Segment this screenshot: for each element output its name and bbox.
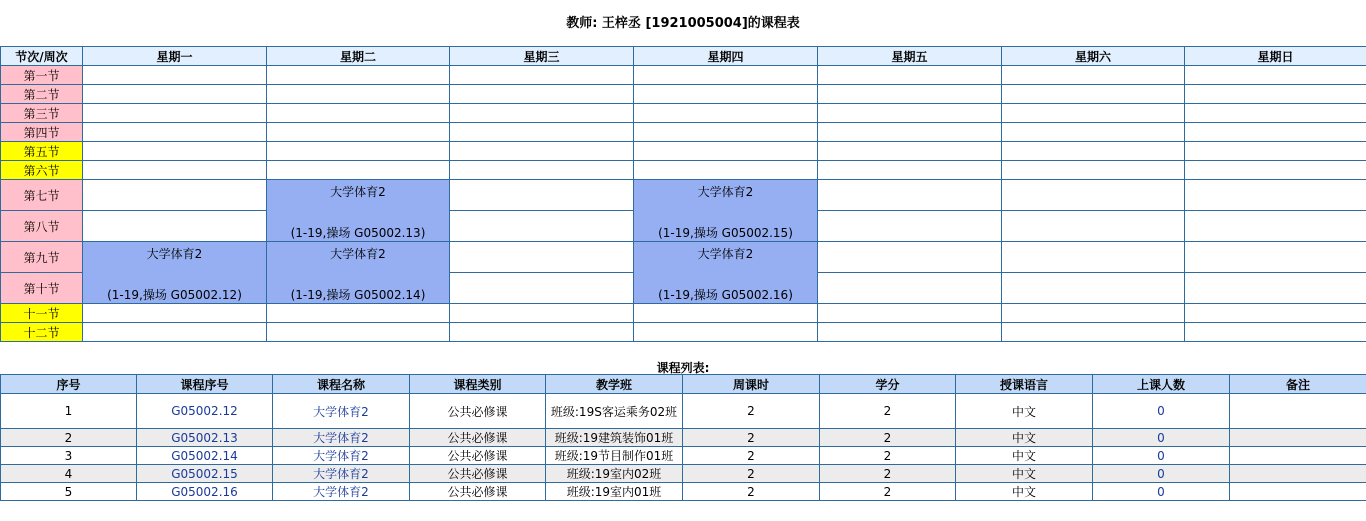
course-name: 大学体育2 xyxy=(330,185,386,199)
day-header-sun: 星期日 xyxy=(1185,47,1366,66)
course-category: 公共必修课 xyxy=(410,429,546,447)
course-list-table xyxy=(0,374,1366,501)
note xyxy=(1230,447,1366,465)
course-name: 大学体育2 xyxy=(697,247,754,261)
period-label: 第二节 xyxy=(1,85,83,104)
teaching-class: 班级:19室内01班 xyxy=(546,483,683,501)
corner-header: 节次/周次 xyxy=(1,47,83,66)
course-code-link[interactable]: G05002.16 xyxy=(137,483,273,501)
period-row xyxy=(1,142,1366,161)
col-header-name: 课程名称 xyxy=(273,375,410,394)
col-header-no: 序号 xyxy=(1,375,137,394)
course-name-link[interactable]: 大学体育2 xyxy=(273,447,410,465)
credits: 2 xyxy=(820,429,956,447)
weekly-hours: 2 xyxy=(683,447,820,465)
row-no: 4 xyxy=(1,465,137,483)
student-count-link[interactable]: 0 xyxy=(1093,447,1230,465)
note xyxy=(1230,483,1366,501)
student-count-link[interactable]: 0 xyxy=(1093,483,1230,501)
course-code-link[interactable]: G05002.12 xyxy=(137,394,273,429)
table-row xyxy=(1,447,1366,465)
period-row xyxy=(1,123,1366,142)
col-header-hours: 周课时 xyxy=(683,375,820,394)
course-category: 公共必修课 xyxy=(410,483,546,501)
credits: 2 xyxy=(820,465,956,483)
student-count-link[interactable]: 0 xyxy=(1093,394,1230,429)
row-no: 3 xyxy=(1,447,137,465)
course-category: 公共必修课 xyxy=(410,394,546,429)
teaching-class: 班级:19S客运乘务02班 xyxy=(546,394,683,429)
teaching-class: 班级:19节目制作01班 xyxy=(546,447,683,465)
table-row xyxy=(1,429,1366,447)
period-label: 第六节 xyxy=(1,161,83,180)
weekly-hours: 2 xyxy=(683,483,820,501)
col-header-note: 备注 xyxy=(1230,375,1366,394)
col-header-category: 课程类别 xyxy=(410,375,546,394)
language: 中文 xyxy=(956,465,1093,483)
day-header-tue: 星期二 xyxy=(267,47,450,66)
period-label: 第四节 xyxy=(1,123,83,142)
course-cell[interactable] xyxy=(634,242,818,304)
col-header-code: 课程序号 xyxy=(137,375,273,394)
col-header-count: 上课人数 xyxy=(1093,375,1230,394)
schedule-table xyxy=(0,46,1366,342)
course-name: 大学体育2 xyxy=(146,247,203,261)
table-row xyxy=(1,465,1366,483)
period-row xyxy=(1,304,1366,323)
period-label: 第九节 xyxy=(1,242,83,273)
student-count-link[interactable]: 0 xyxy=(1093,465,1230,483)
credits: 2 xyxy=(820,447,956,465)
language: 中文 xyxy=(956,394,1093,429)
day-header-mon: 星期一 xyxy=(83,47,267,66)
student-count-link[interactable]: 0 xyxy=(1093,429,1230,447)
day-header-thu: 星期四 xyxy=(634,47,818,66)
course-category: 公共必修课 xyxy=(410,447,546,465)
course-cell[interactable] xyxy=(267,242,450,304)
period-row xyxy=(1,161,1366,180)
course-name: 大学体育2 xyxy=(697,185,754,199)
course-name: 大学体育2 xyxy=(330,247,386,261)
day-header-fri: 星期五 xyxy=(818,47,1002,66)
period-label: 第七节 xyxy=(1,180,83,211)
period-label: 第五节 xyxy=(1,142,83,161)
table-row xyxy=(1,483,1366,501)
note xyxy=(1230,429,1366,447)
day-header-wed: 星期三 xyxy=(450,47,634,66)
note xyxy=(1230,394,1366,429)
course-cell[interactable] xyxy=(267,180,450,242)
course-category: 公共必修课 xyxy=(410,465,546,483)
table-row xyxy=(1,394,1366,429)
weekly-hours: 2 xyxy=(683,465,820,483)
period-label: 第八节 xyxy=(1,211,83,242)
period-label: 第三节 xyxy=(1,104,83,123)
col-header-class: 教学班 xyxy=(546,375,683,394)
language: 中文 xyxy=(956,483,1093,501)
day-header-sat: 星期六 xyxy=(1002,47,1185,66)
schedule-header-row xyxy=(1,47,1366,66)
course-name-link[interactable]: 大学体育2 xyxy=(273,394,410,429)
credits: 2 xyxy=(820,483,956,501)
course-name-link[interactable]: 大学体育2 xyxy=(273,465,410,483)
course-location: (1-19,操场 G05002.12) xyxy=(107,288,242,302)
period-row xyxy=(1,180,1366,211)
course-location: (1-19,操场 G05002.13) xyxy=(290,226,426,240)
col-header-credits: 学分 xyxy=(820,375,956,394)
course-code-link[interactable]: G05002.14 xyxy=(137,447,273,465)
weekly-hours: 2 xyxy=(683,429,820,447)
course-location: (1-19,操场 G05002.15) xyxy=(658,226,793,240)
course-code-link[interactable]: G05002.15 xyxy=(137,465,273,483)
col-header-language: 授课语言 xyxy=(956,375,1093,394)
weekly-hours: 2 xyxy=(683,394,820,429)
period-label: 第十节 xyxy=(1,273,83,304)
course-cell[interactable] xyxy=(634,180,818,242)
page-title: 教师: 王梓丞 [1921005004]的课程表 xyxy=(566,16,800,31)
period-row xyxy=(1,85,1366,104)
teaching-class: 班级:19建筑装饰01班 xyxy=(546,429,683,447)
period-row xyxy=(1,104,1366,123)
period-row xyxy=(1,323,1366,342)
language: 中文 xyxy=(956,429,1093,447)
course-code-link[interactable]: G05002.13 xyxy=(137,429,273,447)
row-no: 2 xyxy=(1,429,137,447)
teaching-class: 班级:19室内02班 xyxy=(546,465,683,483)
period-row xyxy=(1,66,1366,85)
course-list-title: 课程列表: xyxy=(656,361,710,375)
course-list-header-row xyxy=(1,375,1366,394)
course-location: (1-19,操场 G05002.14) xyxy=(290,288,426,302)
row-no: 1 xyxy=(1,394,137,429)
note xyxy=(1230,465,1366,483)
period-label: 第一节 xyxy=(1,66,83,85)
course-location: (1-19,操场 G05002.16) xyxy=(658,288,793,302)
language: 中文 xyxy=(956,447,1093,465)
period-row xyxy=(1,242,1366,273)
course-name-link[interactable]: 大学体育2 xyxy=(273,429,410,447)
credits: 2 xyxy=(820,394,956,429)
course-cell[interactable] xyxy=(83,242,267,304)
period-label: 十二节 xyxy=(1,323,83,342)
period-label: 十一节 xyxy=(1,304,83,323)
row-no: 5 xyxy=(1,483,137,501)
course-name-link[interactable]: 大学体育2 xyxy=(273,483,410,501)
